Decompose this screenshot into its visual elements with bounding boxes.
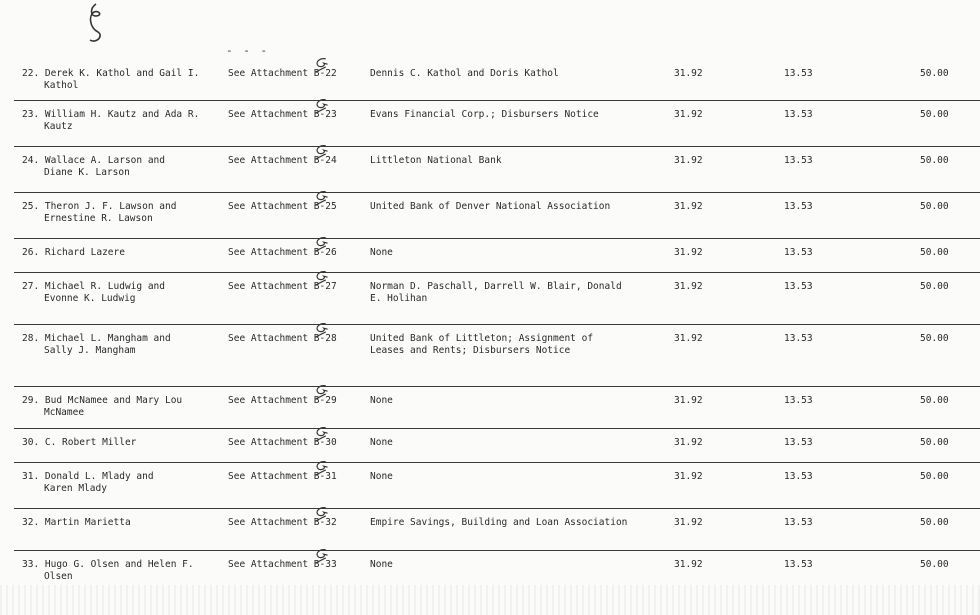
encumbrance-description: None <box>370 247 393 258</box>
owner-name <box>22 247 222 259</box>
value-col-2: 13.53 <box>784 201 813 212</box>
owner-name-line: Diane K. Larson <box>44 166 130 178</box>
attachment-reference: See Attachment B-33 <box>228 559 337 570</box>
value-col-3: 50.00 <box>920 437 949 448</box>
attachment-reference: See Attachment B-27 <box>228 281 337 292</box>
owner-name-line: 33. Hugo G. Olsen and Helen F. <box>22 559 194 570</box>
owner-name-line: Ernestine R. Lawson <box>44 212 153 224</box>
attachment-reference: See Attachment B-23 <box>228 109 337 120</box>
owner-name-line: Olsen <box>44 570 73 582</box>
owner-name-line: 23. William H. Kautz and Ada R. <box>22 109 200 120</box>
value-col-2: 13.53 <box>784 281 813 292</box>
owner-name-line: 26. Richard Lazere <box>22 247 125 258</box>
value-col-3: 50.00 <box>920 559 949 570</box>
owner-name-line: 29. Bud McNamee and Mary Lou <box>22 395 183 406</box>
value-col-3: 50.00 <box>920 201 949 212</box>
value-col-2: 13.53 <box>784 471 813 482</box>
owner-name-line: Kautz <box>44 120 73 132</box>
value-col-2: 13.53 <box>784 68 813 79</box>
value-col-2: 13.53 <box>784 559 813 570</box>
owner-name <box>22 281 222 304</box>
owner-name-line: 27. Michael R. Ludwig and <box>22 281 165 292</box>
table-row <box>14 192 980 239</box>
table-row <box>14 428 980 463</box>
value-col-2: 13.53 <box>784 517 813 528</box>
value-col-1: 31.92 <box>674 201 703 212</box>
value-col-1: 31.92 <box>674 68 703 79</box>
value-col-3: 50.00 <box>920 109 949 120</box>
value-col-1: 31.92 <box>674 395 703 406</box>
encumbrance-description: Evans Financial Corp.; Disbursers Notice <box>370 109 599 120</box>
scan-noise <box>0 585 980 615</box>
owner-name <box>22 517 222 529</box>
table-row <box>14 462 980 509</box>
encumbrance-description: Empire Savings, Building and Loan Association <box>370 517 628 528</box>
attachment-reference: See Attachment B-31 <box>228 471 337 482</box>
owner-name <box>22 437 222 449</box>
owner-name <box>22 201 222 224</box>
owner-name <box>22 333 222 356</box>
value-col-3: 50.00 <box>920 155 949 166</box>
owner-name <box>22 471 222 494</box>
owner-name <box>22 155 222 178</box>
attachment-reference: See Attachment B-26 <box>228 247 337 258</box>
value-col-3: 50.00 <box>920 333 949 344</box>
attachment-reference: See Attachment B-28 <box>228 333 337 344</box>
value-col-1: 31.92 <box>674 517 703 528</box>
value-col-1: 31.92 <box>674 281 703 292</box>
owner-name-line: 24. Wallace A. Larson and <box>22 155 165 166</box>
value-col-2: 13.53 <box>784 247 813 258</box>
value-col-3: 50.00 <box>920 395 949 406</box>
value-col-3: 50.00 <box>920 281 949 292</box>
table-row <box>14 508 980 551</box>
table-row <box>14 272 980 325</box>
encumbrance-description: Norman D. Paschall, Darrell W. Blair, Donald E. Holihan <box>370 281 622 304</box>
table-row <box>14 238 980 273</box>
attachment-reference: See Attachment B-25 <box>228 201 337 212</box>
value-col-1: 31.92 <box>674 109 703 120</box>
owner-name-line: 30. C. Robert Miller <box>22 437 137 448</box>
value-col-2: 13.53 <box>784 109 813 120</box>
value-col-3: 50.00 <box>920 517 949 528</box>
table-row <box>14 58 980 100</box>
owner-name-line: 22. Derek K. Kathol and Gail I. <box>22 68 200 79</box>
encumbrance-description: None <box>370 559 393 570</box>
owner-name <box>22 68 222 91</box>
encumbrance-description: None <box>370 437 393 448</box>
handwritten-mark-icon <box>82 2 112 46</box>
value-col-1: 31.92 <box>674 471 703 482</box>
dash-marks: - - - <box>226 44 270 57</box>
owner-name <box>22 395 222 418</box>
owner-name <box>22 559 222 582</box>
owner-name-line: 32. Martin Marietta <box>22 517 131 528</box>
owner-name-line: Evonne K. Ludwig <box>44 292 136 304</box>
attachment-reference: See Attachment B-24 <box>228 155 337 166</box>
owner-name-line: 25. Theron J. F. Lawson and <box>22 201 177 212</box>
owner-name-line: Karen Mlady <box>44 482 107 494</box>
owner-name-line: 28. Michael L. Mangham and <box>22 333 171 344</box>
owner-name-line: Kathol <box>44 79 79 91</box>
value-col-2: 13.53 <box>784 437 813 448</box>
value-col-1: 31.92 <box>674 247 703 258</box>
attachment-reference: See Attachment B-32 <box>228 517 337 528</box>
encumbrance-description: None <box>370 471 393 482</box>
encumbrance-description: United Bank of Littleton; Assignment of Leases and Rents; Disbursers Notice <box>370 333 594 356</box>
table-row <box>14 100 980 147</box>
value-col-3: 50.00 <box>920 68 949 79</box>
table-row <box>14 386 980 429</box>
attachment-reference: See Attachment B-29 <box>228 395 337 406</box>
value-col-3: 50.00 <box>920 247 949 258</box>
owner-name <box>22 109 222 132</box>
value-col-1: 31.92 <box>674 437 703 448</box>
table-row <box>14 146 980 193</box>
value-col-1: 31.92 <box>674 559 703 570</box>
encumbrance-description: Littleton National Bank <box>370 155 502 166</box>
value-col-3: 50.00 <box>920 471 949 482</box>
owner-name-line: McNamee <box>44 406 85 418</box>
owner-name-line: Sally J. Mangham <box>44 344 136 356</box>
encumbrance-description: None <box>370 395 393 406</box>
encumbrance-description: Dennis C. Kathol and Doris Kathol <box>370 68 559 79</box>
attachment-reference: See Attachment B-22 <box>228 68 337 79</box>
encumbrance-description: United Bank of Denver National Association <box>370 201 611 212</box>
value-col-2: 13.53 <box>784 333 813 344</box>
value-col-2: 13.53 <box>784 395 813 406</box>
owner-name-line: 31. Donald L. Mlady and <box>22 471 154 482</box>
value-col-2: 13.53 <box>784 155 813 166</box>
value-col-1: 31.92 <box>674 333 703 344</box>
table-row <box>14 324 980 387</box>
attachment-reference: See Attachment B-30 <box>228 437 337 448</box>
value-col-1: 31.92 <box>674 155 703 166</box>
